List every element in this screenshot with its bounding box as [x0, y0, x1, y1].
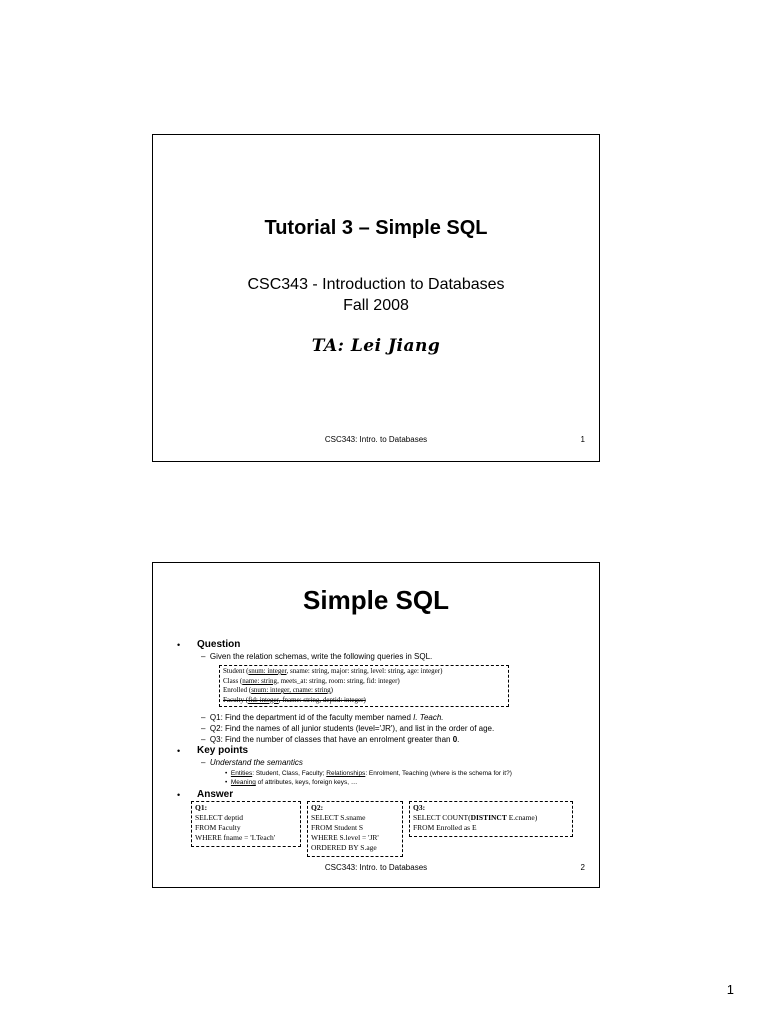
answer-label: Q3: [413, 803, 426, 812]
sql-line: FROM Student S [311, 823, 364, 832]
answer-label: Q1: [195, 803, 208, 812]
keypoints-heading: Key points [197, 745, 249, 756]
query-q2: – Q2: Find the names of all junior students (level='JR'), and list in the order of age. [201, 724, 495, 733]
answer-q3-box [409, 801, 573, 837]
slide-title: Tutorial 3 – Simple SQL [264, 217, 488, 239]
sql-line: WHERE S.level = 'JR' [311, 833, 379, 842]
keypoint-meaning: • Meaning of attributes, keys, foreign keys, … [225, 779, 358, 786]
schema-box [219, 665, 509, 707]
slide-title: Simple SQL [303, 585, 449, 615]
answer-heading: Answer [197, 789, 234, 800]
answer-q1-box [191, 801, 301, 847]
query-q1: – Q1: Find the department id of the faculty member named I. Teach. [201, 713, 444, 722]
sql-line: ORDERED BY S.age [311, 843, 377, 852]
course-name: CSC343 - Introduction to Databases [247, 276, 505, 293]
schema-faculty: Faculty (fid: integer, fname: string, deptid: integer) [223, 695, 366, 704]
schema-enrolled: Enrolled (snum: integer, cname: string) [223, 686, 333, 694]
question-heading: Question [197, 639, 241, 650]
slide-2 [152, 562, 600, 888]
schema-class: Class (name: string, meets_at: string, room: string, fid: integer) [223, 676, 400, 685]
bullet-icon: • [177, 640, 181, 650]
ta-name: TA: Lei Jiang [311, 336, 441, 356]
sql-line: SELECT COUNT(DISTINCT E.cname) [413, 813, 538, 822]
sql-line: SELECT S.sname [311, 813, 366, 822]
bullet-icon: • [177, 746, 181, 756]
keypoint-entities: • Entities: Student, Class, Faculty; Relationships: Enrolment, Teaching (where is the schema for it?) [225, 770, 512, 777]
sql-line: SELECT deptid [195, 813, 243, 822]
slide-number: 2 [580, 863, 585, 872]
slide-1 [152, 134, 600, 462]
sql-line: WHERE fname = 'I.Teach' [195, 833, 276, 842]
query-q3: – Q3: Find the number of classes that have an enrolment greater than 0. [201, 735, 460, 744]
schema-student: Student (snum: integer, sname: string, major: string, level: string, age: integer) [223, 667, 443, 675]
question-intro: – Given the relation schemas, write the following queries in SQL. [201, 652, 433, 661]
slide-number: 1 [580, 435, 585, 444]
slide-footer: CSC343: Intro. to Databases [324, 863, 428, 872]
answer-label: Q2: [311, 803, 324, 812]
bullet-icon: • [177, 790, 181, 800]
answer-q2-box [307, 801, 403, 857]
page-number: 1 [726, 982, 734, 997]
keypoints-sub: – Understand the semantics [201, 758, 303, 767]
sql-line: FROM Enrolled as E [413, 823, 477, 832]
term: Fall 2008 [343, 297, 409, 314]
sql-line: FROM Faculty [195, 823, 241, 832]
slide-footer: CSC343: Intro. to Databases [324, 435, 428, 444]
